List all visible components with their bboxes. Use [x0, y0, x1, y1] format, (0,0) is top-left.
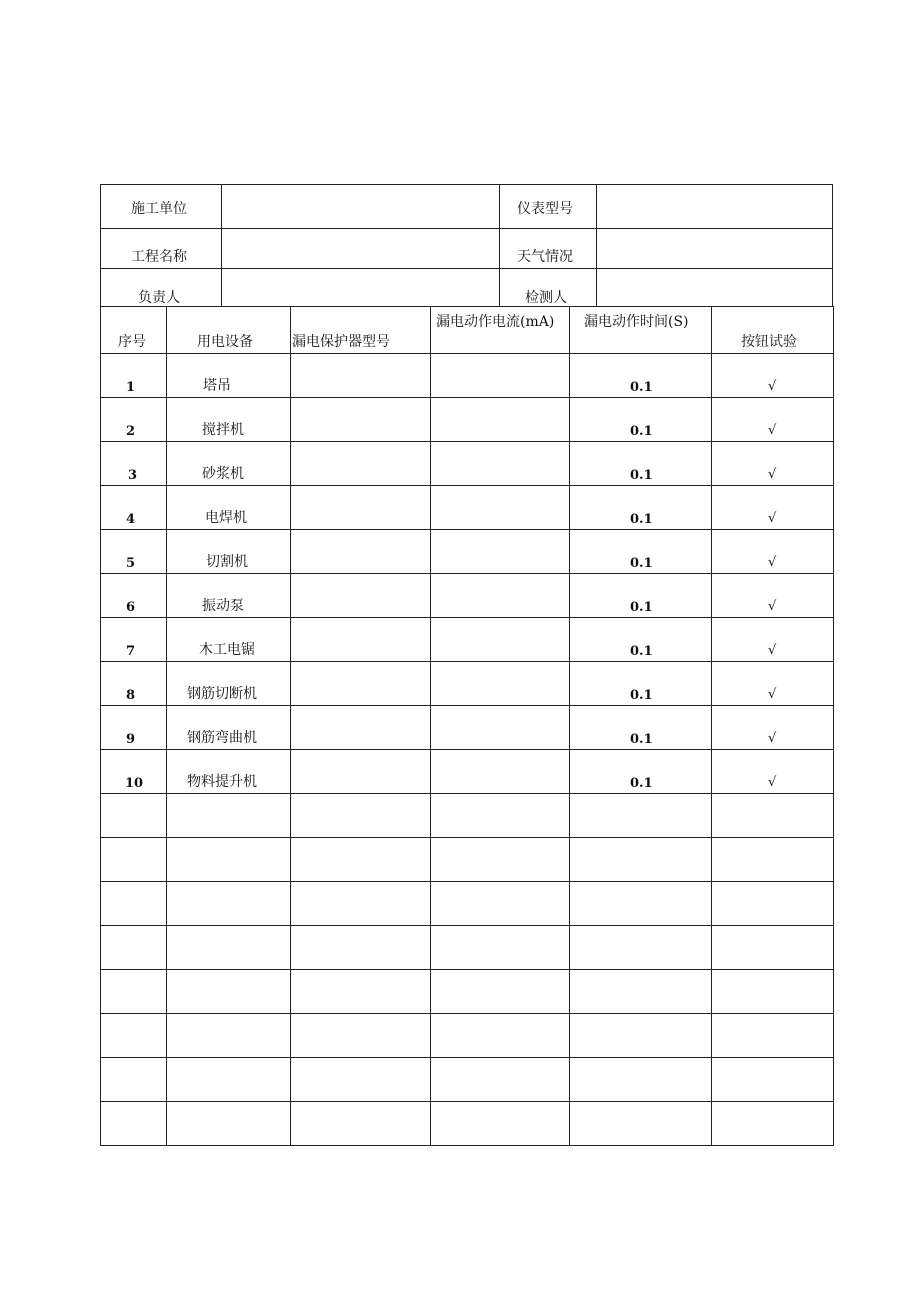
empty-cell[interactable] — [101, 882, 167, 926]
empty-table-row — [101, 882, 834, 926]
row-trip-current-cell — [431, 662, 570, 706]
row-equipment-cell — [167, 354, 291, 398]
empty-cell[interactable] — [101, 1014, 167, 1058]
empty-cell[interactable] — [712, 1102, 834, 1146]
empty-cell[interactable] — [570, 838, 712, 882]
row-equipment: 塔吊 — [203, 378, 231, 394]
row-button-test: √ — [768, 423, 777, 438]
table-row — [101, 750, 834, 794]
row-trip-time-cell — [570, 442, 712, 486]
table-row — [101, 530, 834, 574]
empty-cell[interactable] — [712, 1014, 834, 1058]
empty-cell[interactable] — [712, 1058, 834, 1102]
row-trip-current-cell — [431, 530, 570, 574]
col-header-trip-current: 漏电动作电流(mA) — [431, 307, 570, 354]
weather-label: 天气情况 — [517, 249, 573, 265]
empty-table-row — [101, 970, 834, 1014]
row-trip-current-cell — [431, 706, 570, 750]
row-equipment: 搅拌机 — [202, 422, 244, 438]
col-header-no: 序号 — [101, 307, 167, 354]
row-trip-time-cell — [570, 486, 712, 530]
empty-cell[interactable] — [291, 838, 431, 882]
empty-cell[interactable] — [291, 1014, 431, 1058]
row-no: 9 — [126, 732, 136, 747]
table-row — [101, 706, 834, 750]
row-trip-time-cell — [570, 530, 712, 574]
row-equipment-cell — [167, 486, 291, 530]
row-button-test: √ — [768, 687, 777, 702]
row-equipment: 切割机 — [206, 554, 248, 570]
row-button-test-cell — [712, 618, 834, 662]
empty-cell[interactable] — [101, 1102, 167, 1146]
empty-cell[interactable] — [101, 838, 167, 882]
row-equipment-cell — [167, 662, 291, 706]
equipment-table — [100, 306, 834, 1146]
empty-cell[interactable] — [167, 1014, 291, 1058]
row-equipment: 木工电锯 — [199, 642, 255, 658]
row-trip-time-cell — [570, 706, 712, 750]
row-no: 2 — [126, 424, 136, 439]
row-trip-time-cell — [570, 398, 712, 442]
row-trip-time: 0.1 — [630, 556, 653, 571]
row-trip-current-cell — [431, 618, 570, 662]
empty-cell[interactable] — [712, 970, 834, 1014]
row-no-cell — [101, 706, 167, 750]
row-equipment-cell — [167, 530, 291, 574]
row-protector-model-cell — [291, 662, 431, 706]
table-row — [101, 662, 834, 706]
row-equipment: 钢筋切断机 — [187, 686, 257, 702]
row-trip-time: 0.1 — [630, 732, 653, 747]
empty-cell[interactable] — [291, 1102, 431, 1146]
empty-cell[interactable] — [570, 970, 712, 1014]
empty-cell[interactable] — [167, 1058, 291, 1102]
row-no-cell — [101, 442, 167, 486]
table-row — [101, 398, 834, 442]
row-no-cell — [101, 750, 167, 794]
row-trip-time: 0.1 — [630, 468, 653, 483]
row-trip-time: 0.1 — [630, 512, 653, 527]
empty-cell[interactable] — [167, 882, 291, 926]
empty-cell[interactable] — [431, 1058, 570, 1102]
empty-cell[interactable] — [101, 970, 167, 1014]
table-row — [101, 486, 834, 530]
empty-cell[interactable] — [570, 794, 712, 838]
empty-cell[interactable] — [167, 838, 291, 882]
leakage-protection-test-form — [100, 184, 833, 1146]
col-header-button-test: 按钮试验 — [712, 307, 834, 354]
table-row — [101, 574, 834, 618]
table-row — [101, 354, 834, 398]
row-trip-time: 0.1 — [630, 644, 653, 659]
empty-table-row — [101, 794, 834, 838]
row-no-cell — [101, 530, 167, 574]
row-protector-model-cell — [291, 486, 431, 530]
empty-cell[interactable] — [431, 970, 570, 1014]
empty-cell[interactable] — [570, 1102, 712, 1146]
empty-table-row — [101, 1102, 834, 1146]
empty-cell[interactable] — [570, 1014, 712, 1058]
row-equipment: 振动泵 — [202, 598, 244, 614]
instrument-model-label: 仪表型号 — [517, 201, 573, 217]
row-no-cell — [101, 398, 167, 442]
row-equipment: 砂浆机 — [202, 466, 244, 482]
empty-cell[interactable] — [291, 1058, 431, 1102]
empty-cell[interactable] — [431, 794, 570, 838]
row-button-test-cell — [712, 530, 834, 574]
header-row-3 — [101, 268, 832, 306]
row-no: 6 — [126, 600, 136, 615]
empty-cell[interactable] — [167, 926, 291, 970]
empty-cell[interactable] — [570, 882, 712, 926]
row-trip-time: 0.1 — [630, 776, 653, 791]
row-trip-time: 0.1 — [630, 688, 653, 703]
row-button-test: √ — [768, 599, 777, 614]
empty-cell[interactable] — [570, 926, 712, 970]
empty-cell[interactable] — [167, 970, 291, 1014]
row-equipment-cell — [167, 706, 291, 750]
row-button-test-cell — [712, 574, 834, 618]
empty-cell[interactable] — [101, 794, 167, 838]
empty-cell[interactable] — [712, 926, 834, 970]
empty-cell[interactable] — [101, 1058, 167, 1102]
row-button-test-cell — [712, 750, 834, 794]
empty-cell[interactable] — [712, 838, 834, 882]
table-row — [101, 442, 834, 486]
row-no: 8 — [126, 688, 136, 703]
row-protector-model-cell — [291, 750, 431, 794]
row-protector-model-cell — [291, 574, 431, 618]
row-trip-current-cell — [431, 354, 570, 398]
row-equipment-cell — [167, 442, 291, 486]
inspector-label: 检测人 — [525, 290, 567, 306]
row-no: 3 — [128, 468, 138, 483]
row-trip-current-cell — [431, 574, 570, 618]
empty-cell[interactable] — [167, 794, 291, 838]
row-no: 5 — [126, 556, 136, 571]
row-no-cell — [101, 486, 167, 530]
row-trip-current-cell — [431, 442, 570, 486]
responsible-label: 负责人 — [138, 290, 180, 306]
empty-cell[interactable] — [431, 1102, 570, 1146]
table-header-row — [101, 307, 834, 354]
row-trip-time-cell — [570, 574, 712, 618]
row-no: 4 — [126, 512, 136, 527]
empty-cell[interactable] — [431, 882, 570, 926]
row-equipment: 钢筋弯曲机 — [187, 730, 257, 746]
form-header — [100, 184, 833, 306]
row-button-test-cell — [712, 398, 834, 442]
row-trip-time: 0.1 — [630, 424, 653, 439]
row-button-test: √ — [768, 775, 777, 790]
row-button-test: √ — [768, 467, 777, 482]
empty-cell[interactable] — [291, 882, 431, 926]
col-header-equipment: 用电设备 — [167, 307, 291, 354]
row-button-test: √ — [768, 643, 777, 658]
row-equipment-cell — [167, 750, 291, 794]
empty-cell[interactable] — [712, 882, 834, 926]
empty-table-row — [101, 1014, 834, 1058]
row-button-test-cell — [712, 706, 834, 750]
row-equipment-cell — [167, 618, 291, 662]
row-trip-current-cell — [431, 750, 570, 794]
row-equipment: 电焊机 — [205, 510, 247, 526]
row-trip-current-cell — [431, 398, 570, 442]
empty-cell[interactable] — [570, 1058, 712, 1102]
row-no-cell — [101, 618, 167, 662]
row-button-test-cell — [712, 442, 834, 486]
row-trip-time: 0.1 — [630, 380, 653, 395]
empty-cell[interactable] — [101, 926, 167, 970]
construction-unit-label: 施工单位 — [131, 201, 187, 217]
row-button-test: √ — [768, 555, 777, 570]
row-button-test: √ — [768, 731, 777, 746]
row-equipment: 物料提升机 — [187, 774, 257, 790]
col-header-trip-time: 漏电动作时间(S) — [570, 307, 712, 354]
row-no-cell — [101, 662, 167, 706]
row-no-cell — [101, 354, 167, 398]
header-row-2 — [101, 228, 832, 269]
table-row — [101, 618, 834, 662]
row-trip-time-cell — [570, 750, 712, 794]
row-button-test: √ — [768, 511, 777, 526]
row-trip-time: 0.1 — [630, 600, 653, 615]
row-no: 1 — [126, 380, 136, 395]
row-button-test-cell — [712, 486, 834, 530]
row-trip-current-cell — [431, 486, 570, 530]
row-trip-time-cell — [570, 354, 712, 398]
row-no-cell — [101, 574, 167, 618]
empty-cell[interactable] — [712, 794, 834, 838]
empty-cell[interactable] — [291, 970, 431, 1014]
empty-cell[interactable] — [431, 1014, 570, 1058]
row-protector-model-cell — [291, 706, 431, 750]
row-no: 10 — [125, 776, 144, 791]
row-protector-model-cell — [291, 618, 431, 662]
row-equipment-cell — [167, 574, 291, 618]
empty-cell[interactable] — [291, 794, 431, 838]
row-button-test-cell — [712, 662, 834, 706]
empty-cell[interactable] — [431, 926, 570, 970]
row-protector-model-cell — [291, 442, 431, 486]
row-button-test: √ — [768, 379, 777, 394]
col-header-protector-model: 漏电保护器型号 — [291, 307, 431, 354]
empty-cell[interactable] — [431, 838, 570, 882]
row-trip-time-cell — [570, 618, 712, 662]
row-trip-time-cell — [570, 662, 712, 706]
header-row-1 — [101, 185, 832, 229]
empty-cell[interactable] — [167, 1102, 291, 1146]
empty-table-row — [101, 838, 834, 882]
row-protector-model-cell — [291, 398, 431, 442]
empty-table-row — [101, 926, 834, 970]
empty-cell[interactable] — [291, 926, 431, 970]
project-name-label: 工程名称 — [131, 249, 187, 265]
row-protector-model-cell — [291, 530, 431, 574]
row-equipment-cell — [167, 398, 291, 442]
row-protector-model-cell — [291, 354, 431, 398]
row-no: 7 — [126, 644, 136, 659]
row-button-test-cell — [712, 354, 834, 398]
empty-table-row — [101, 1058, 834, 1102]
